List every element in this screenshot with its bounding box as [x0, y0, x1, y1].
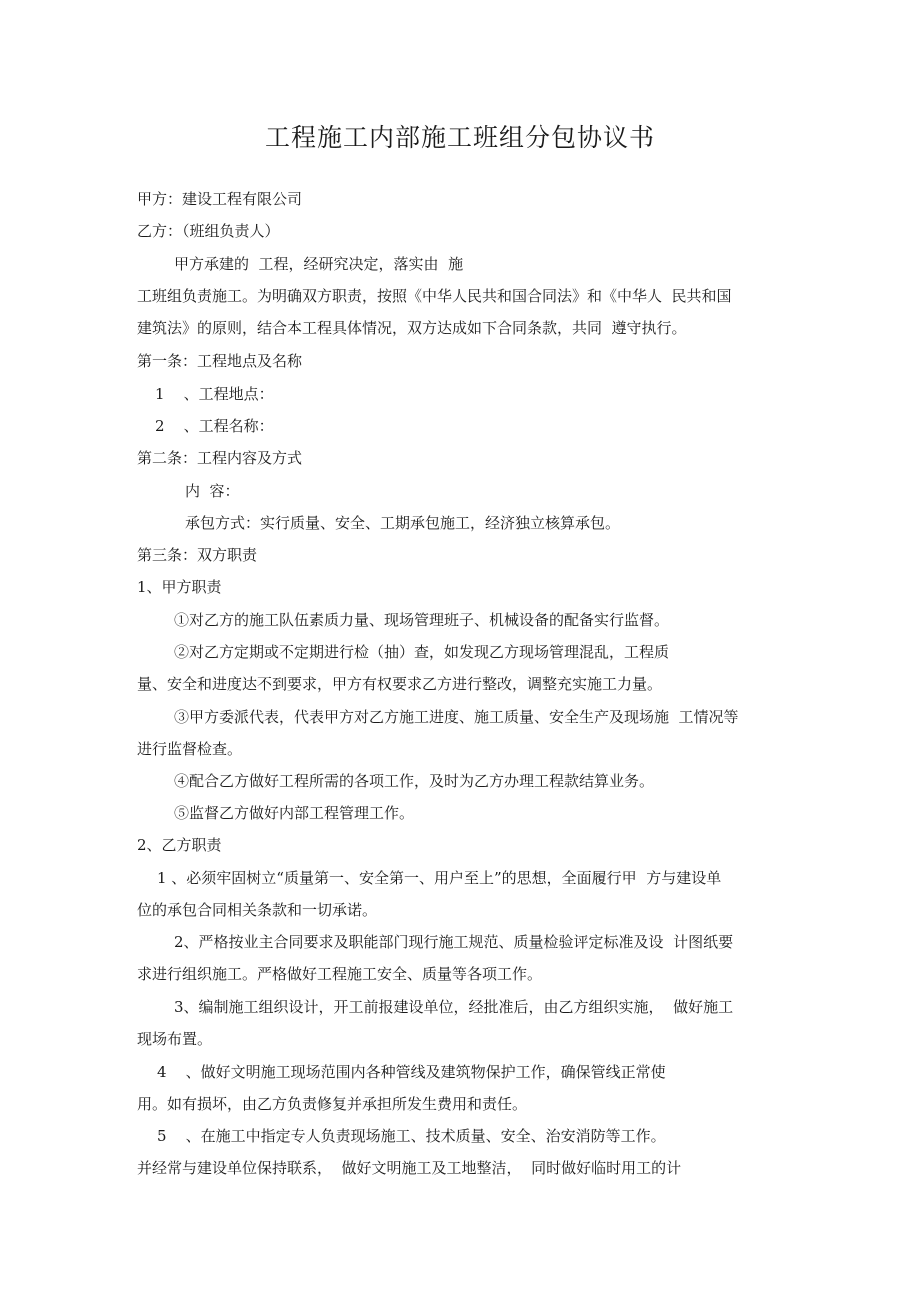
text-line: 甲方承建的 工程，经研究决定，落实由 施: [174, 255, 464, 273]
text-line: ⑤监督乙方做好内部工程管理工作。: [174, 804, 415, 822]
text-line: 现场布置。: [137, 1030, 213, 1048]
text-line: 甲方：建设工程有限公司: [137, 190, 303, 208]
text-line: 4 、做好文明施工现场范围内各种管线及建筑物保护工作，确保管线正常使: [157, 1063, 666, 1081]
text-line: 位的承包合同相关条款和一切承诺。: [137, 901, 378, 919]
text-line: 内 容：: [185, 482, 240, 500]
text-line: 建筑法》的原则，结合本工程具体情况，双方达成如下合同条款，共同 遵守执行。: [137, 319, 687, 337]
text-line: 第一条：工程地点及名称: [137, 352, 303, 370]
text-line: 1 、工程地点：: [155, 385, 274, 403]
text-line: 进行监督检查。: [137, 740, 243, 758]
document-title: 工程施工内部施工班组分包协议书: [264, 123, 655, 152]
text-line: 2、严格按业主合同要求及职能部门现行施工规范、质量检验评定标准及设 计图纸要: [174, 933, 734, 951]
text-line: 5 、在施工中指定专人负责现场施工、技术质量、安全、治安消防等工作。: [157, 1127, 666, 1145]
text-line: 承包方式：实行质量、安全、工期承包施工，经济独立核算承包。: [185, 514, 621, 532]
text-line: 3、编制施工组织设计，开工前报建设单位，经批准后，由乙方组织实施， 做好施工: [174, 998, 734, 1016]
text-line: 2 、工程名称：: [155, 417, 274, 435]
text-line: 求进行组织施工。严格做好工程施工安全、质量等各项工作。: [137, 965, 543, 983]
text-line: ③甲方委派代表，代表甲方对乙方施工进度、施工质量、安全生产及现场施 工情况等: [174, 708, 739, 726]
text-line: 2、乙方职责: [137, 836, 222, 854]
text-line: ①对乙方的施工队伍素质力量、现场管理班子、机械设备的配备实行监督。: [174, 611, 670, 629]
text-line: 工班组负责施工。为明确双方职责，按照《中华人民共和国合同法》和《中华人 民共和国: [137, 287, 732, 305]
text-line: 用。如有损坏，由乙方负责修复并承担所发生费用和责任。: [137, 1095, 528, 1113]
text-line: 量、安全和进度达不到要求，甲方有权要求乙方进行整改，调整充实施工力量。: [137, 675, 663, 693]
text-line: 第三条：双方职责: [137, 546, 258, 564]
text-line: 并经常与建设单位保持联系， 做好文明施工及工地整洁， 同时做好临时用工的计: [137, 1159, 682, 1177]
text-line: 第二条：工程内容及方式: [137, 449, 303, 467]
text-line: 乙方：（班组负责人）: [137, 222, 280, 240]
text-line: 1 、必须牢固树立“质量第一、安全第一、用户至上”的思想，全面履行甲 方与建设单: [157, 869, 722, 887]
text-line: 1、甲方职责: [137, 578, 222, 596]
text-line: ②对乙方定期或不定期进行检（抽）查，如发现乙方现场管理混乱，工程质: [174, 643, 670, 661]
text-line: ④配合乙方做好工程所需的各项工作，及时为乙方办理工程款结算业务。: [174, 772, 655, 790]
